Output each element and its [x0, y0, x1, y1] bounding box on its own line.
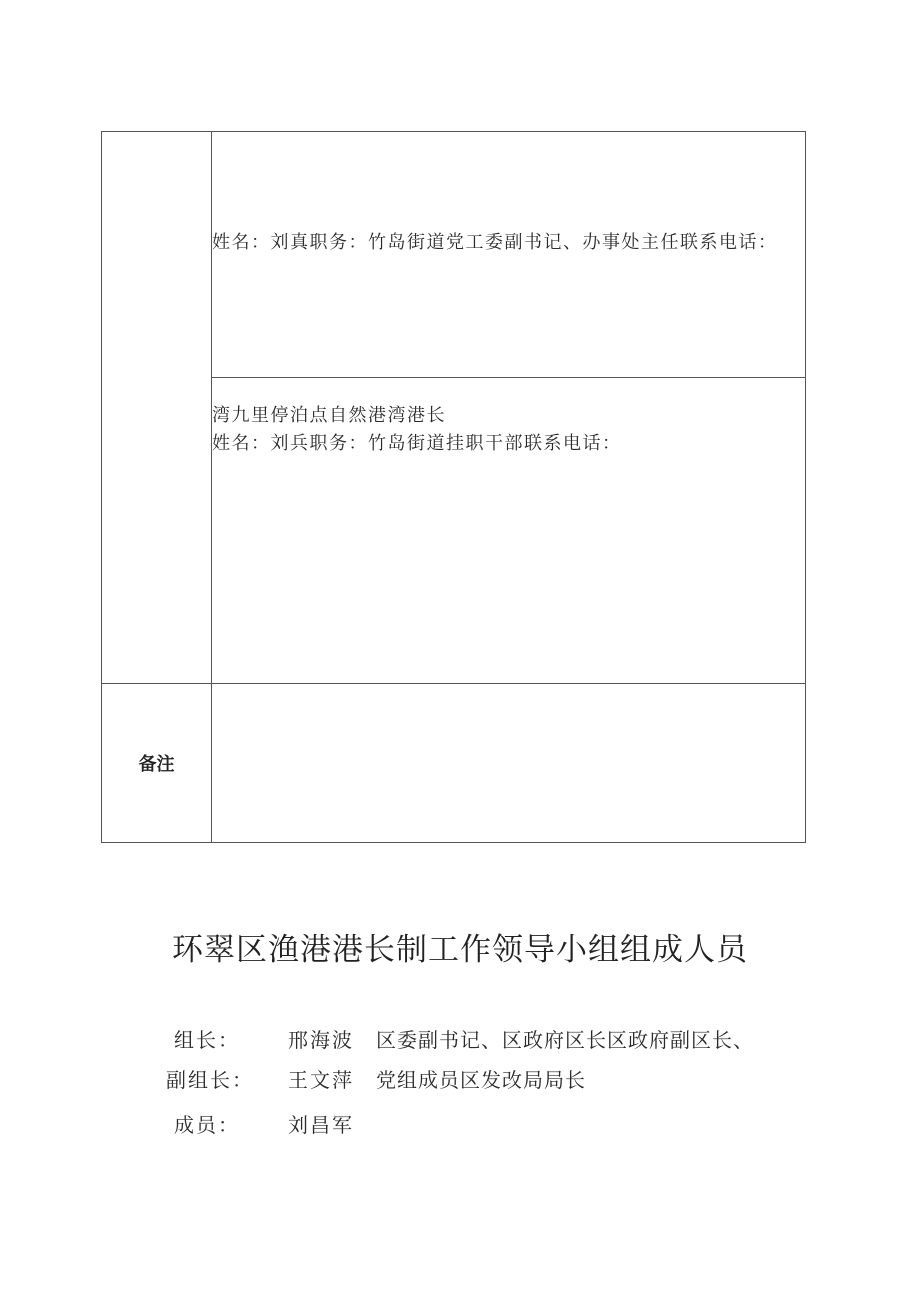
contact-2-text: 姓名：刘兵职务：竹岛街道挂职干部联系电话：: [212, 433, 622, 454]
table-cell-contact-2: [212, 402, 802, 458]
member-position: 党组成员区发改局局长: [376, 1068, 586, 1092]
member-position: 区委副书记、区政府区长区政府副区长、: [376, 1028, 754, 1052]
info-table: [101, 131, 806, 843]
harbor-name: 湾九里停泊点自然港湾港长: [212, 405, 446, 426]
table-cell-contact-1: [212, 229, 802, 257]
member-name: 王文萍: [288, 1068, 354, 1092]
member-role: 成员：: [174, 1113, 240, 1137]
member-role: 组长：: [174, 1028, 240, 1052]
member-row-deputy: [0, 1063, 920, 1097]
member-role: 副组长：: [166, 1068, 254, 1092]
remark-label: 备注: [138, 754, 175, 775]
member-name: 邢海波: [288, 1028, 354, 1052]
member-row-leader: [0, 1023, 920, 1057]
page-title: 环翠区渔港港长制工作领导小组组成人员: [172, 932, 748, 968]
table-row-divider: [102, 683, 805, 684]
table-row-divider: [211, 377, 805, 378]
member-name: 刘昌军: [288, 1113, 354, 1137]
contact-1-text: 姓名：刘真职务：竹岛街道党工委副书记、办事处主任联系电话：: [212, 232, 778, 253]
member-row-member: [0, 1108, 920, 1142]
